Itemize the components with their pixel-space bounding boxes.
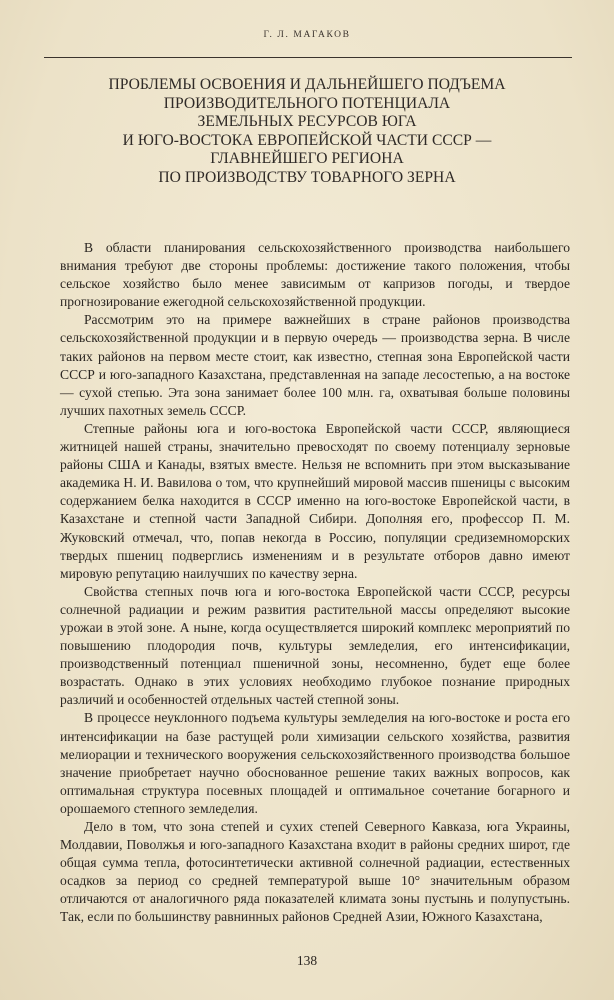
running-head: Г. Л. МАГАКОВ [263, 30, 351, 40]
page-number: 138 [296, 953, 318, 968]
title-line: И ЮГО-ВОСТОКА ЕВРОПЕЙСКОЙ ЧАСТИ СССР — [122, 131, 492, 149]
paragraph: В области планирования сельскохозяйственного производства наибольшего внимания требуют две стороны проблемы: достижение такого положения, чтобы сельское хозяйство было менее зависимым от капризов погоды, и твердое прогнозирование ежегодной сельскохозяйственной продукции. [60, 240, 570, 310]
title-line: ПРОБЛЕМЫ ОСВОЕНИЯ И ДАЛЬНЕЙШЕГО ПОДЪЕМА [108, 76, 506, 93]
paragraph: Свойства степных почв юга и юго-востока Европейской части СССР, ресурсы солнечной радиации и режим развития растительной массы определяют высокие урожаи в этой зоне. А ныне, когда осуществляется широкий комплекс мероприятий по повышению плодородия почв, культуры земледелия, его интенсификации, производственный потенциал пшеничной зоны, несомненно, будет еще более возрастать. Однако в этих условиях необходимо глубокое познание природных различий и особенностей отдельных частей степной зоны. [60, 583, 570, 708]
paragraph: Рассмотрим это на примере важнейших в стране районов производства сельскохозяйственной продукции и в первую очередь — производства зерна. В числе таких районов на первом месте стоит, как известно, степная зона Европейской части СССР и юго-западного Казахстана, представленная на западе лесостепью, а на востоке — сухой степью. Эта зона занимает более 100 млн. га, охватывая больше половины лучших пахотных земель СССР. [60, 312, 570, 418]
paragraph: В процессе неуклонного подъема культуры земледелия на юго-востоке и роста его интенсификации на базе растущей роли химизации сельского хозяйства, развития мелиорации и технического вооружения сельскохозяйственного производства большое значение приобретает научно обоснованное решение таких важных вопросов, как оптимальная структура посевных площадей и оптимальное сочетание богарного и орошаемого степного земледелия. [60, 710, 570, 816]
paragraph: Дело в том, что зона степей и сухих степей Северного Кавказа, юга Украины, Молдавии, Поволжья и юго-западного Казахстана входит в районы средних широт, где общая сумма тепла, фотосинтетически активной солнечной радиации, естественных осадков за период со средней температурой выше 10° значительным образом отличаются от аналогичного ряда показателей климата зоны пустынь и полупустынь. Так, если по большинству равнинных районов Средней Азии, Южного Казахстана, [60, 819, 570, 925]
header-rule [44, 57, 572, 58]
title-line: ПО ПРОИЗВОДСТВУ ТОВАРНОГО ЗЕРНА [158, 168, 456, 186]
article-title [70, 76, 544, 188]
article-body [60, 239, 570, 927]
title-line: ПРОИЗВОДИТЕЛЬНОГО ПОТЕНЦИАЛА [163, 94, 451, 112]
paragraph: Степные районы юга и юго-востока Европейской части СССР, являющиеся житницей нашей страны, значительно превосходят по своему потенциалу зерновые районы США и Канады, взятых вместе. Нельзя не вспомнить при этом высказывание академика Н. И. Вавилова о том, что крупнейший мировой массив пшеницы с высоким содержанием белка находится в СССР именно на юго-востоке Европейской части, в Казахстане и степной части Западной Сибири. Дополняя его, профессор П. М. Жуковский отмечал, что, попав некогда в Россию, популяции средиземноморских твердых пшениц подверглись изменениям и в результате отборов давно имеют мировую репутацию наилучших по качеству зерна. [60, 420, 570, 581]
title-line: ЗЕМЕЛЬНЫХ РЕСУРСОВ ЮГА [197, 113, 417, 131]
title-line: ГЛАВНЕЙШЕГО РЕГИОНА [210, 150, 404, 168]
